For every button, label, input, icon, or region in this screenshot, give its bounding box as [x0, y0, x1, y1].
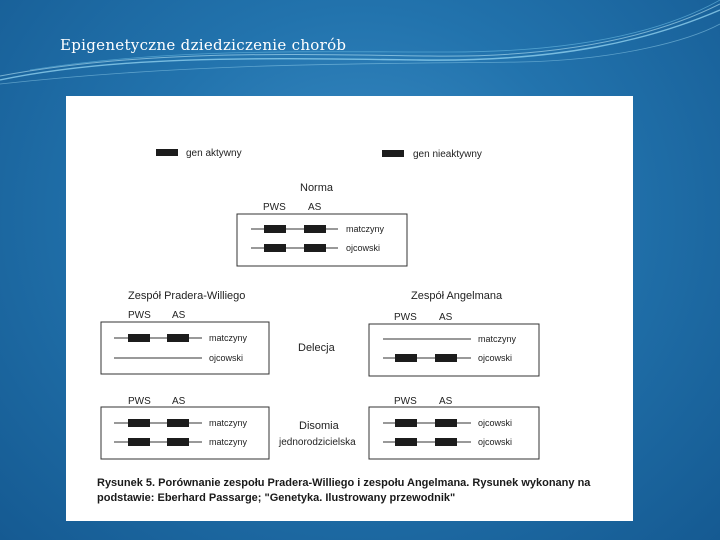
deletion-as-pws-label: PWS	[394, 312, 417, 323]
deletion-label: Delecja	[298, 342, 335, 354]
norma-title: Norma	[300, 182, 334, 194]
prader-willi-title: Zespół Pradera-Williego	[128, 290, 246, 302]
deletion-as-paternal-pws-gene	[395, 354, 417, 362]
disomy-as-paternal2-as-gene	[435, 438, 457, 446]
disomy-as-paternal2-pws-gene	[395, 438, 417, 446]
figure-caption	[97, 476, 617, 506]
disomy-pws-box	[101, 407, 269, 459]
norma-as-label: AS	[308, 202, 322, 213]
angelman-title: Zespół Angelmana	[411, 290, 503, 302]
disomy-label-line2: jednorodzicielska	[279, 437, 356, 448]
disomy-pws-as-label: AS	[172, 396, 186, 407]
deletion-pws-maternal-as-gene	[167, 334, 189, 342]
disomy-label-line1: Disomia	[299, 420, 339, 432]
disomy-as-paternal1-as-gene	[435, 419, 457, 427]
caption-line-2: podstawie: Eberhard Passarge; "Genetyka. Ilustrowany przewodnik"	[97, 492, 456, 504]
figure-diagram	[66, 96, 633, 521]
caption-line-1: Rysunek 5. Porównanie zespołu Pradera-Williego i zespołu Angelmana. Rysunek wykonany na	[97, 477, 591, 489]
deletion-pws-maternal-label: matczyny	[209, 333, 248, 343]
disomy-pws-maternal1-pws-gene	[128, 419, 150, 427]
deletion-pws-paternal-label: ojcowski	[209, 353, 244, 363]
norma-paternal-as-gene	[304, 244, 326, 252]
norma-box	[237, 214, 407, 266]
disomy-pws-maternal1-label: matczyny	[209, 418, 248, 428]
disomy-pws-maternal1-as-gene	[167, 419, 189, 427]
disomy-pws-pws-label: PWS	[128, 396, 151, 407]
deletion-pws-maternal-pws-gene	[128, 334, 150, 342]
disomy-as-pws-label: PWS	[394, 396, 417, 407]
norma-paternal-pws-gene	[264, 244, 286, 252]
disomy-as-box	[369, 407, 539, 459]
disomy-as-paternal2-label: ojcowski	[478, 437, 513, 447]
deletion-pws-pws-label: PWS	[128, 310, 151, 321]
disomy-pws-maternal2-pws-gene	[128, 438, 150, 446]
disomy-as-as-label: AS	[439, 396, 453, 407]
deletion-as-as-label: AS	[439, 312, 453, 323]
genetics-figure	[66, 96, 633, 521]
norma-maternal-label: matczyny	[346, 224, 385, 234]
legend-inactive-label: gen nieaktywny	[413, 149, 482, 160]
norma-pws-label: PWS	[263, 202, 286, 213]
deletion-as-paternal-label: ojcowski	[478, 353, 513, 363]
deletion-pws-box	[101, 322, 269, 374]
legend-active-gene	[156, 149, 178, 156]
disomy-pws-maternal2-as-gene	[167, 438, 189, 446]
norma-maternal-pws-gene	[264, 225, 286, 233]
disomy-as-paternal1-label: ojcowski	[478, 418, 513, 428]
deletion-pws-as-label: AS	[172, 310, 186, 321]
norma-maternal-as-gene	[304, 225, 326, 233]
deletion-as-maternal-label: matczyny	[478, 334, 517, 344]
deletion-as-paternal-as-gene	[435, 354, 457, 362]
disomy-pws-maternal2-label: matczyny	[209, 437, 248, 447]
legend-inactive-gene	[382, 150, 404, 157]
disomy-as-paternal1-pws-gene	[395, 419, 417, 427]
norma-paternal-label: ojcowski	[346, 243, 381, 253]
legend-active-label: gen aktywny	[186, 148, 242, 159]
deletion-as-box	[369, 324, 539, 376]
slide-title: Epigenetyczne dziedziczenie chorób	[60, 36, 347, 54]
